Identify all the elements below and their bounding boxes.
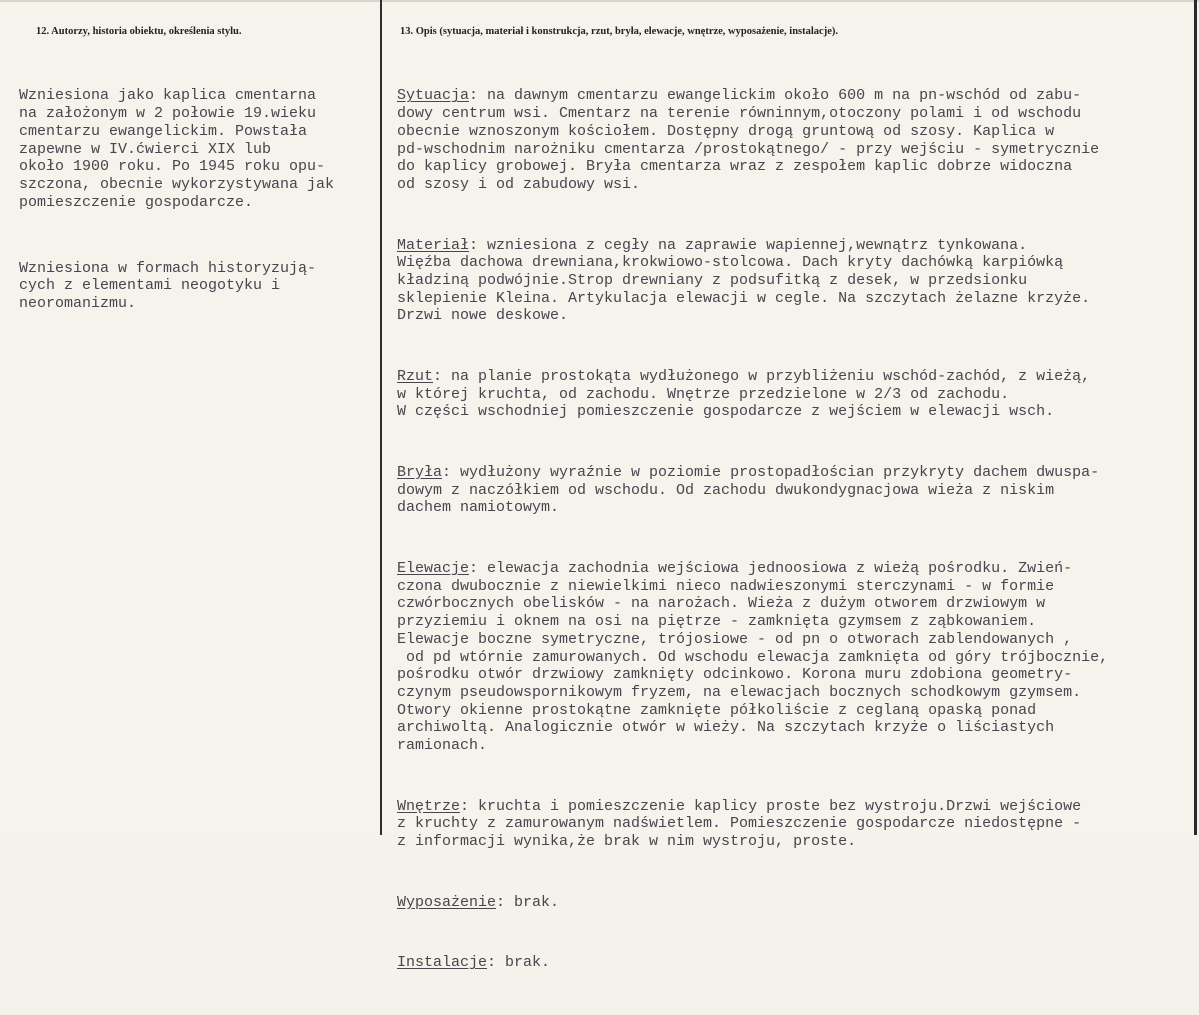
- description-column: [397, 52, 1193, 1015]
- section-material: [397, 237, 1193, 326]
- section-label: Elewacje: [397, 559, 470, 577]
- column-divider: [380, 0, 382, 835]
- section-text: : wzniesiona z cegły na zaprawie wapiennej,wewnątrz tynkowana. Więźba dachowa drewniana,krokwiowo-stolcowa. Dach kryty dachówką karpiówką kładziną podwójnie.Strop drewniany z podsufitką z desek, w przedsionku sklepienie Kleina. Artykulacja elewacji w cegle. Na szczytach żelazne krzyże. Drzwi nowe deskowe.: [397, 236, 1091, 325]
- section-text: : brak.: [487, 954, 551, 972]
- section-bryla: [397, 464, 1193, 517]
- style-paragraph: Wzniesiona w formach historyzują- cych z elementami neogotyku i neoromanizmu.: [19, 259, 317, 313]
- section-label: Sytuacja: [397, 87, 470, 105]
- history-paragraph: Wzniesiona jako kaplica cmentarna na założonym w 2 połowie 19.wieku cmentarzu ewangelickim. Powstała zapewne w IV.ćwierci XIX lub około 1900 roku. Po 1945 roku opu- szczona, obecnie wykorzystywana jak pomieszczenie gospodarcze.: [19, 87, 335, 211]
- history-column: [19, 52, 374, 361]
- section-sytuacja: [397, 87, 1193, 193]
- right-edge: [1194, 0, 1197, 835]
- section-text: : elewacja zachodnia wejściowa jednoosiowa z wieżą pośrodku. Zwień- czona dwubocznie z niewielkimi nieco nadwieszonymi sterczynami - w formie czwórbocznych obelisków - na narożach. Wieża z dużym otworem drzwiowym w przyziemiu i oknem na osi na piętrze - zamknięta gzymsem z ząbkowaniem. Elewacje boczne symetryczne, trójosiowe - od pn o otworach zablendowanych , od pd wtórnie zamurowanych. Od wschodu elewacja zamknięta od góry trójbocznie, pośrodku otwór drzwiowy zamknięty odcinkowo. Korona muru zdobiona geometry- czynym pseudowspornikowym fryzem, na elewacjach bocznych schodkowym gzymsem. Otwory okienne prostokątne zamknięte półkoliście z ceglaną opaską ponad archiwoltą. Analogicznie otwór w wieży. Na szczytach krzyże o liściastych ramionach.: [397, 559, 1109, 755]
- section-rzut: [397, 368, 1193, 421]
- top-edge: [0, 0, 1199, 2]
- section-text: : wydłużony wyraźnie w poziomie prostopadłościan przykryty dachem dwuspa- dowym z naczółkiem od wschodu. Od zachodu dwukondygnacjowa wieża z niskim dachem namiotowym.: [397, 463, 1100, 517]
- section-label: Instalacje: [397, 954, 488, 972]
- section-text: : na dawnym cmentarzu ewangelickim około 600 m na pn-wschód od zabu- dowy centrum wsi. Cmentarz na terenie równinnym,otoczony polami i od wschodu obecnie wznoszonym kościołem. Dostępny drogą gruntową od szosy. Kaplica w pd-wschodnim narożniku cmentarza /prostokątnego/ - przy wejściu - symetrycznie do kaplicy grobowej. Bryła cmentarza wraz z zespołem kaplic dobrze widoczna od szosy i od zabudowy wsi.: [397, 87, 1100, 193]
- section-elewacje: [397, 560, 1193, 755]
- section-text: : na planie prostokąta wydłużonego w przybliżeniu wschód-zachód, z wieżą, w której kruchta, od zachodu. Wnętrze przedzielone w 2/3 od zachodu. W części wschodniej pomieszczenie gospodarcze z wejściem w elewacji wsch.: [397, 367, 1091, 421]
- section-wnetrze: [397, 798, 1193, 851]
- left-column-header: 12. Autorzy, historia obiektu, określenia stylu.: [36, 26, 242, 37]
- section-label: Bryła: [397, 463, 443, 481]
- section-wyposazenie: [397, 894, 1193, 912]
- section-label: Wnętrze: [397, 797, 461, 815]
- right-column-header: 13. Opis (sytuacja, materiał i konstrukcja, rzut, bryła, elewacje, wnętrze, wyposażenie, instalacje).: [400, 26, 839, 37]
- section-label: Rzut: [397, 367, 434, 385]
- section-label: Materiał: [397, 236, 470, 254]
- section-text: : brak.: [496, 893, 560, 911]
- section-instalacje: [397, 954, 1193, 972]
- section-text: : kruchta i pomieszczenie kaplicy proste bez wystroju.Drzwi wejściowe z kruchty z zamurowanym nadświetlem. Pomieszczenie gospodarcze niedostępne - z informacji wynika,że brak w nim wystroju, proste.: [397, 797, 1082, 851]
- section-label: Wyposażenie: [397, 893, 497, 911]
